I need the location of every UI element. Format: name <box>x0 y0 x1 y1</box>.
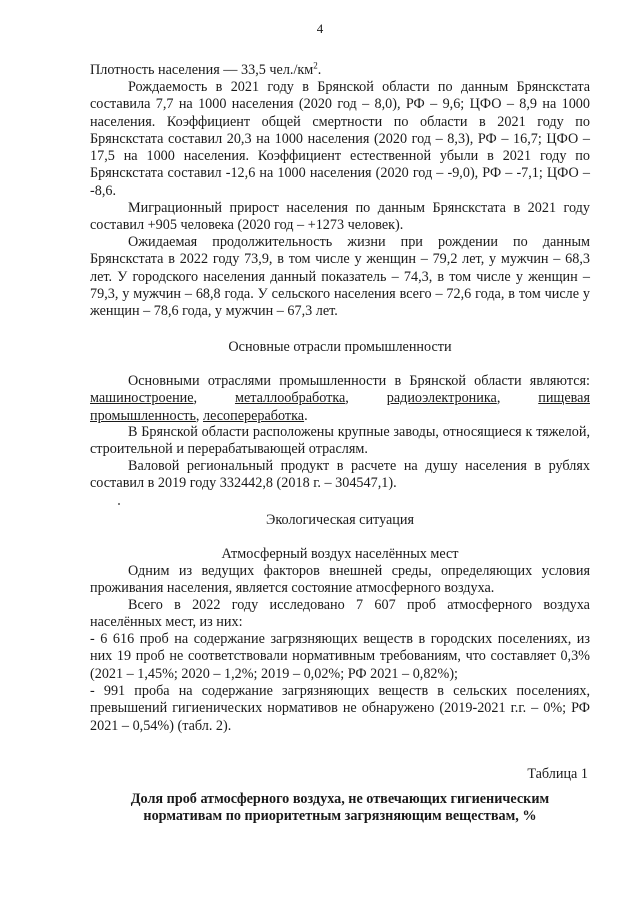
heading-industry: Основные отрасли промышленности <box>228 339 452 355</box>
industry-item: металлообработка <box>234 390 346 407</box>
scan-speck <box>118 503 120 505</box>
paragraph-life-expectancy: Ожидаемая продолжительность жизни при рождении по данным Брянскстата в 2022 году 73,9, в том числе у женщин – 79,2 лет, у мужчин – 68,3 лет. У городского населения данный показатель – 74,3, в том числе у женщин – 79,3, у мужчин – 68,8 года. У сельского населения всего – 72,6 года, в том числе у женщин – 78,6 года, у мужчин – 67,3 лет. <box>90 234 590 320</box>
page-number: 4 <box>316 21 324 36</box>
paragraph-plants: В Брянской области расположены крупные заводы, относящиеся к тяжелой, строительной и перерабатывающей отраслям. <box>90 424 590 458</box>
paragraph-grp: Валовой региональный продукт в расчете на душу населения в рублях составил в 2019 году 332442,8 (2018 г. – 304547,1). <box>90 458 590 492</box>
paragraph-migration: Миграционный прирост населения по данным Брянскстата в 2021 году составил +905 человека (2020 год – +1273 человек). <box>90 200 590 234</box>
industry-item: пищевая промышленность <box>90 390 590 424</box>
table-title-line-1: Доля проб атмосферного воздуха, не отвечающих гигиеническим <box>130 791 550 807</box>
population-density: Плотность населения — 33,5 $чел./км^2$. <box>90 60 322 78</box>
heading-ecology: Экологическая ситуация <box>266 512 414 528</box>
paragraph-air-total: Всего в 2022 году исследовано 7 607 проб атмосферного воздуха населённых мест, из них: <box>90 597 590 631</box>
list-item-urban: - 6 616 проб на содержание загрязняющих веществ в городских поселениях, из них 19 проб не соответствовали нормативным требованиям, что составляет 0,3% (2021 – 1,45%; 2020 – 1,2%; 2019 – 0,02%; РФ 2021 – 0,82%); <box>90 631 590 682</box>
industry-item: лесопереработка <box>203 407 305 424</box>
industry-item: радиоэлектроника <box>386 390 497 407</box>
table-title-line-2: нормативам по приоритетным загрязняющим веществам, % <box>143 808 537 824</box>
paragraph-birth-rate: Рождаемость в 2021 году в Брянской области по данным Брянскстата составила 7,7 на 1000 населения (2020 год – 8,0), РФ – 9,6; ЦФО – 8,9 на 1000 населения. Коэффициент общей смертности по области в 2021 году по Брянскстата составил 20,3 на 1000 населения (2020 год – 8,3), РФ – 16,7; ЦФО – 17,5 на 1000 населения. Коэффициент естественной убыли в 2021 году по Брянскстата составил -12,6 на 1000 населения (2020 год – -9,0), РФ – -7,1; ЦФО – -8,6. <box>90 79 590 199</box>
list-item-rural: - 991 проба на содержание загрязняющих веществ в сельских поселениях, превышений гигиенических нормативов не обнаружено (2019-2021 г.г. – 0%; РФ 2021 – 0,54%) (табл. 2). <box>90 683 590 734</box>
table-label: Таблица 1 <box>527 766 588 782</box>
paragraph-industry: Основными отраслями промышленности в Брянской области являются: машиностроение, металлообработка, радиоэлектроника, пищевая промышленность, лесопереработка. <box>90 373 590 424</box>
paragraph-air-factors: Одним из ведущих факторов внешней среды, определяющих условия проживания населения, является состояние атмосферного воздуха. <box>90 563 590 597</box>
industry-item: машиностроение <box>90 390 194 407</box>
heading-air: Атмосферный воздух населённых мест <box>221 546 459 562</box>
